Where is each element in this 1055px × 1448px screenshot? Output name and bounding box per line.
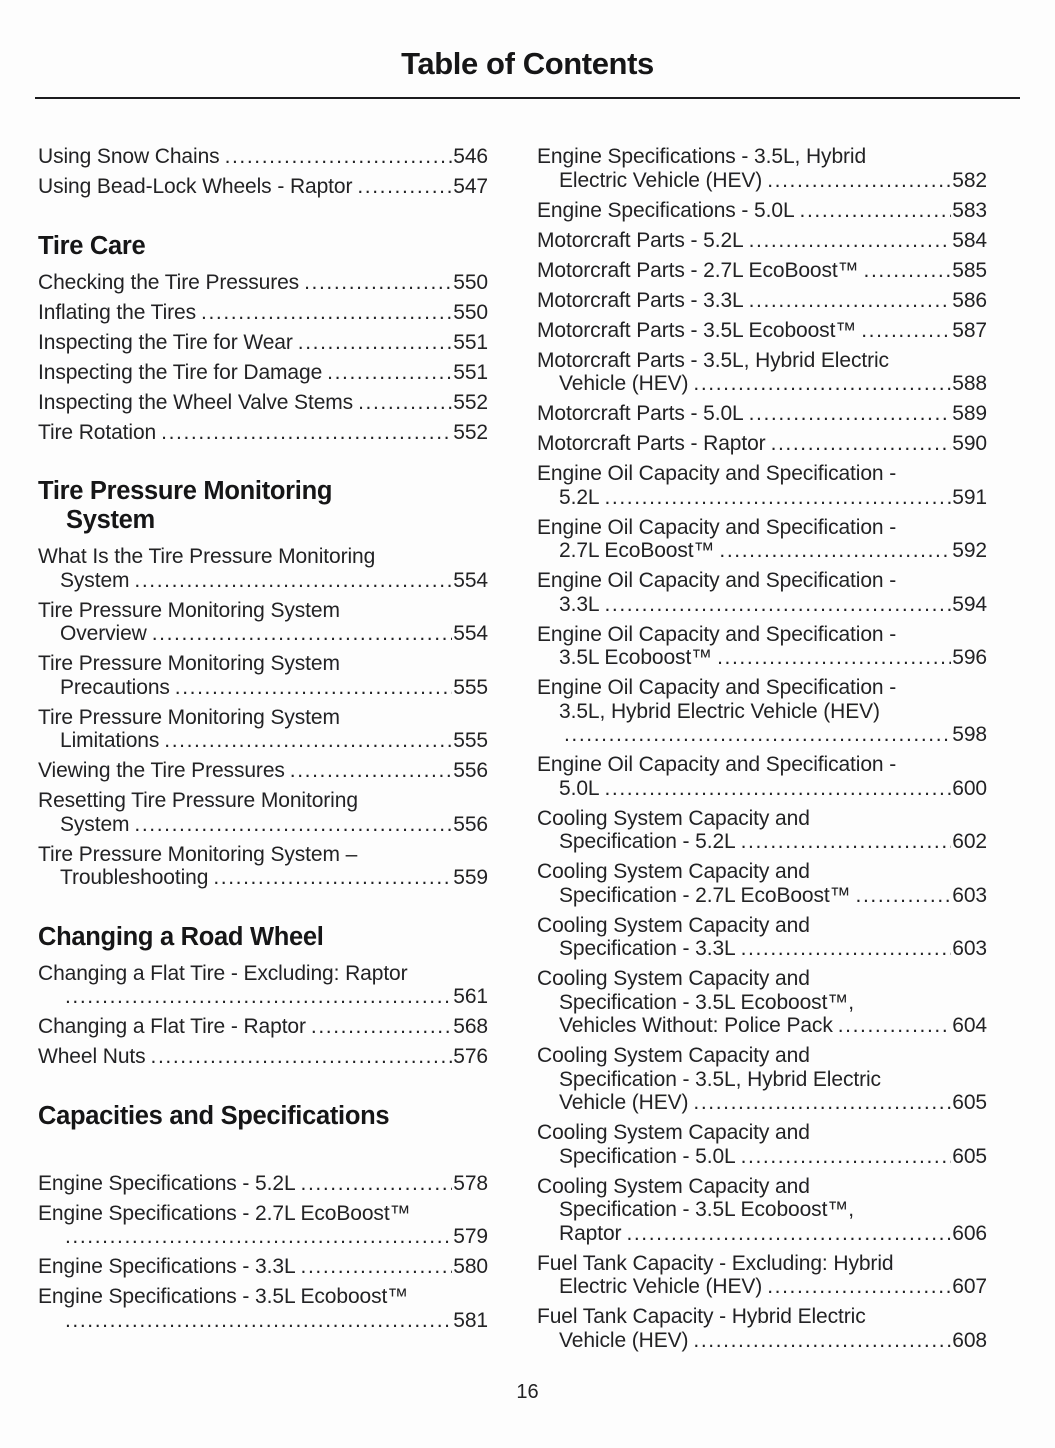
entry-last-line xyxy=(537,259,987,283)
dot-leader xyxy=(767,1275,951,1299)
toc-entry xyxy=(537,1252,987,1299)
toc-entry xyxy=(38,599,488,646)
entry-last-line xyxy=(38,421,488,445)
toc-entry xyxy=(38,331,488,355)
dot-leader xyxy=(838,1014,952,1038)
entry-page-number: 594 xyxy=(952,592,987,616)
entry-page-number: 581 xyxy=(453,1308,488,1332)
entry-text: Vehicle (HEV) xyxy=(559,1328,689,1352)
entry-text: System xyxy=(60,812,130,836)
entry-last-line xyxy=(38,622,488,646)
dot-leader xyxy=(717,646,951,670)
entry-last-line xyxy=(38,175,488,199)
toc-entry xyxy=(38,1045,488,1069)
entry-text: Vehicles Without: Police Pack xyxy=(559,1014,833,1037)
entry-last-line xyxy=(537,1014,987,1038)
toc-entry xyxy=(38,421,488,445)
entry-page-number: 578 xyxy=(453,1171,488,1195)
entry-text-line: Resetting Tire Pressure Monitoring xyxy=(38,789,358,812)
entry-text: Inspecting the Tire for Wear xyxy=(38,330,293,354)
toc-entry xyxy=(537,349,987,396)
dot-leader xyxy=(301,1255,453,1279)
section-heading-line: Tire Care xyxy=(38,231,146,260)
toc-entry xyxy=(38,175,488,199)
toc-section xyxy=(38,232,488,445)
entry-page-number: 607 xyxy=(952,1275,987,1298)
entry-text: Overview xyxy=(60,622,147,645)
dot-leader xyxy=(304,271,452,295)
toc-entry xyxy=(537,432,987,456)
entry-page-number: 550 xyxy=(453,300,488,324)
section-heading-line: Changing a Road Wheel xyxy=(38,922,324,951)
entry-last-line xyxy=(38,271,488,295)
entry-text-line: Tire Pressure Monitoring System xyxy=(38,598,340,622)
entry-text: 3.5L Ecoboost™ xyxy=(559,646,713,669)
entry-text-line: Engine Oil Capacity and Specification - xyxy=(537,753,897,776)
dot-leader xyxy=(800,199,952,223)
entry-text: Inflating the Tires xyxy=(38,300,197,324)
entry-text: Changing a Flat Tire - Raptor xyxy=(38,1015,306,1038)
toc-entry xyxy=(537,860,987,907)
entry-page-number: 590 xyxy=(952,432,987,455)
entry-text: Motorcraft Parts - 3.3L xyxy=(537,288,744,312)
toc-entry xyxy=(537,145,987,192)
entry-text: Using Bead-Lock Wheels - Raptor xyxy=(38,175,353,198)
entry-last-line xyxy=(38,729,488,753)
toc-entry xyxy=(537,462,987,509)
entry-page-number: 582 xyxy=(952,168,987,192)
entry-text: 5.0L xyxy=(559,776,600,800)
entry-page-number: 591 xyxy=(952,485,987,509)
entry-last-line xyxy=(537,432,987,456)
entry-page-number: 596 xyxy=(952,646,987,669)
dot-leader xyxy=(152,622,453,646)
entry-page-number: 552 xyxy=(453,420,488,444)
entry-page-number: 605 xyxy=(952,1144,987,1168)
entry-page-number: 603 xyxy=(952,883,987,907)
dot-leader xyxy=(225,145,453,169)
entry-last-line xyxy=(38,1309,488,1333)
entry-last-line xyxy=(537,884,987,908)
entry-text: Specification - 2.7L EcoBoost™ xyxy=(559,883,851,907)
entry-text: 3.3L xyxy=(559,592,600,616)
entry-text: Using Snow Chains xyxy=(38,145,220,168)
dot-leader xyxy=(856,884,952,908)
entry-last-line xyxy=(537,1091,987,1115)
dot-leader xyxy=(175,676,452,700)
toc-entry xyxy=(38,1285,488,1332)
toc-entry xyxy=(537,967,987,1038)
entry-text: Motorcraft Parts - Raptor xyxy=(537,432,766,455)
toc-columns xyxy=(0,99,1055,1359)
entry-text-line: Changing a Flat Tire - Excluding: Raptor xyxy=(38,961,408,985)
section-heading xyxy=(38,1102,488,1131)
entry-text-line: Specification - 3.5L Ecoboost™, xyxy=(559,990,854,1014)
page-title: Table of Contents xyxy=(401,46,654,81)
toc-entry xyxy=(38,962,488,1009)
dot-leader xyxy=(719,539,951,563)
entry-last-line xyxy=(537,830,987,854)
entry-text: Motorcraft Parts - 2.7L EcoBoost™ xyxy=(537,258,859,282)
entry-last-line xyxy=(38,569,488,593)
entry-page-number: 555 xyxy=(453,729,488,752)
toc-entry xyxy=(537,199,987,223)
entry-text: Vehicle (HEV) xyxy=(559,1091,689,1114)
dot-leader xyxy=(749,289,952,313)
entry-page-number: 608 xyxy=(952,1328,987,1352)
dot-leader xyxy=(65,985,452,1009)
entry-last-line xyxy=(537,319,987,343)
entry-last-line xyxy=(537,937,987,961)
entry-page-number: 579 xyxy=(453,1225,488,1248)
entry-page-number: 551 xyxy=(453,330,488,354)
dot-leader xyxy=(693,1091,951,1115)
entry-page-number: 576 xyxy=(453,1045,488,1068)
entry-text: Inspecting the Tire for Damage xyxy=(38,360,323,384)
entry-text-line: Fuel Tank Capacity - Excluding: Hybrid xyxy=(537,1251,894,1275)
toc-entry xyxy=(537,1044,987,1115)
entry-page-number: 580 xyxy=(453,1255,488,1278)
toc-entry xyxy=(38,1172,488,1196)
entry-last-line xyxy=(38,1015,488,1039)
toc-entry xyxy=(38,391,488,415)
entry-text-line: What Is the Tire Pressure Monitoring xyxy=(38,545,376,568)
entry-text: Viewing the Tire Pressures xyxy=(38,759,285,782)
entry-page-number: 555 xyxy=(453,675,488,699)
toc-entry xyxy=(537,676,987,747)
entry-last-line xyxy=(537,199,987,223)
dot-leader xyxy=(861,319,951,343)
toc-entry xyxy=(537,1121,987,1168)
entry-last-line xyxy=(537,229,987,253)
entry-text-line: Fuel Tank Capacity - Hybrid Electric xyxy=(537,1305,866,1328)
entry-last-line xyxy=(38,391,488,415)
entry-text: Precautions xyxy=(60,675,170,699)
dot-leader xyxy=(693,1329,951,1353)
entry-page-number: 603 xyxy=(952,937,987,960)
entry-page-number: 556 xyxy=(453,812,488,836)
entry-last-line xyxy=(537,289,987,313)
entry-page-number: 550 xyxy=(453,270,488,294)
entry-last-line xyxy=(38,866,488,890)
entry-text: Specification - 5.0L xyxy=(559,1144,736,1168)
entry-page-number: 568 xyxy=(453,1015,488,1038)
toc-entry xyxy=(537,319,987,343)
entry-page-number: 584 xyxy=(952,228,987,252)
entry-page-number: 587 xyxy=(952,318,987,342)
entry-text-line: Cooling System Capacity and xyxy=(537,1174,810,1198)
dot-leader xyxy=(201,301,452,325)
toc-section xyxy=(38,1102,488,1333)
toc-entry xyxy=(537,1175,987,1246)
toc-entry xyxy=(38,759,488,783)
entry-text: Engine Specifications - 3.3L xyxy=(38,1255,296,1278)
toc-entry xyxy=(38,545,488,592)
entry-page-number: 602 xyxy=(952,830,987,853)
entry-text-line: Engine Specifications - 3.5L Ecoboost™ xyxy=(38,1285,409,1308)
entry-last-line xyxy=(38,1255,488,1279)
dot-leader xyxy=(298,331,452,355)
entry-last-line xyxy=(38,985,488,1009)
dot-leader xyxy=(301,1172,453,1196)
dot-leader xyxy=(161,421,452,445)
dot-leader xyxy=(771,432,952,456)
toc-entry xyxy=(38,789,488,836)
dot-leader xyxy=(741,1145,952,1169)
entry-last-line xyxy=(537,402,987,426)
dot-leader xyxy=(213,866,452,890)
entry-text-line: Engine Oil Capacity and Specification - xyxy=(537,622,897,646)
entry-text: Wheel Nuts xyxy=(38,1045,146,1068)
entry-text: Motorcraft Parts - 3.5L Ecoboost™ xyxy=(537,318,857,342)
entry-last-line xyxy=(38,301,488,325)
entry-last-line xyxy=(537,646,987,670)
entry-page-number: 559 xyxy=(453,866,488,889)
toc-entry xyxy=(537,289,987,313)
entry-last-line xyxy=(537,486,987,510)
dot-leader xyxy=(65,1309,452,1333)
dot-leader xyxy=(134,813,452,837)
entry-page-number: 605 xyxy=(952,1091,987,1114)
entry-last-line xyxy=(537,1145,987,1169)
dot-leader xyxy=(864,259,952,283)
entry-last-line xyxy=(537,723,987,747)
entry-page-number: 589 xyxy=(952,402,987,425)
toc-section xyxy=(537,145,987,1352)
entry-text-line: Tire Pressure Monitoring System xyxy=(38,652,340,675)
entry-text-line: Motorcraft Parts - 3.5L, Hybrid Electric xyxy=(537,348,889,372)
dot-leader xyxy=(290,759,452,783)
entry-text: Electric Vehicle (HEV) xyxy=(559,168,763,192)
toc-entry xyxy=(537,516,987,563)
entry-text-line: Engine Oil Capacity and Specification - xyxy=(537,462,897,485)
entry-text-line: Specification - 3.5L Ecoboost™, xyxy=(559,1198,854,1221)
toc-entry xyxy=(38,652,488,699)
entry-text-line: Specification - 3.5L, Hybrid Electric xyxy=(559,1067,881,1091)
dot-leader xyxy=(134,569,452,593)
dot-leader xyxy=(749,402,952,426)
toc-entry xyxy=(38,1015,488,1039)
entry-page-number: 561 xyxy=(453,985,488,1008)
entry-text-line: Cooling System Capacity and xyxy=(537,860,810,883)
section-heading xyxy=(38,477,488,535)
entry-last-line xyxy=(38,1172,488,1196)
toc-entry xyxy=(537,914,987,961)
entry-page-number: 554 xyxy=(453,568,488,592)
toc-entry xyxy=(38,843,488,890)
toc-entry xyxy=(537,402,987,426)
entry-last-line xyxy=(38,331,488,355)
entry-last-line xyxy=(38,813,488,837)
dot-leader xyxy=(604,486,951,510)
entry-page-number: 598 xyxy=(952,723,987,746)
dot-leader xyxy=(65,1225,452,1249)
entry-last-line xyxy=(537,1329,987,1353)
entry-page-number: 604 xyxy=(952,1014,987,1037)
entry-last-line xyxy=(38,759,488,783)
dot-leader xyxy=(327,361,452,385)
entry-text: Engine Specifications - 5.2L xyxy=(38,1171,296,1195)
entry-text: Troubleshooting xyxy=(60,866,209,889)
entry-text-line: Engine Oil Capacity and Specification - xyxy=(537,515,897,539)
dot-leader xyxy=(741,937,952,961)
entry-last-line xyxy=(537,1222,987,1246)
toc-section xyxy=(38,477,488,890)
entry-text-line: Engine Oil Capacity and Specification - xyxy=(537,676,897,699)
entry-text: Specification - 3.3L xyxy=(559,937,736,960)
entry-text: Electric Vehicle (HEV) xyxy=(559,1275,763,1298)
entry-last-line xyxy=(38,361,488,385)
entry-text: System xyxy=(60,568,130,592)
dot-leader xyxy=(357,175,452,199)
toc-entry xyxy=(38,361,488,385)
entry-page-number: 546 xyxy=(453,145,488,168)
entry-last-line xyxy=(537,777,987,801)
entry-text: Vehicle (HEV) xyxy=(559,372,689,395)
entry-page-number: 551 xyxy=(453,360,488,384)
entry-last-line xyxy=(38,1045,488,1069)
toc-entry xyxy=(537,229,987,253)
entry-page-number: 586 xyxy=(952,288,987,312)
entry-text-line: Engine Specifications - 3.5L, Hybrid xyxy=(537,145,867,168)
entry-text: Engine Specifications - 5.0L xyxy=(537,198,795,222)
section-heading xyxy=(38,232,488,261)
entry-page-number: 556 xyxy=(453,759,488,782)
entry-text-line: Engine Specifications - 2.7L EcoBoost™ xyxy=(38,1201,411,1225)
toc-column-right xyxy=(537,145,987,1359)
entry-last-line xyxy=(537,593,987,617)
toc-section xyxy=(38,923,488,1069)
entry-page-number: 552 xyxy=(453,390,488,414)
entry-last-line xyxy=(537,539,987,563)
entry-page-number: 585 xyxy=(952,258,987,282)
toc-entry xyxy=(38,706,488,753)
entry-text-line: Engine Oil Capacity and Specification - xyxy=(537,569,897,592)
dot-leader xyxy=(151,1045,453,1069)
dot-leader xyxy=(604,777,951,801)
entry-last-line xyxy=(537,1275,987,1299)
entry-text-line: Tire Pressure Monitoring System xyxy=(38,705,340,729)
entry-page-number: 547 xyxy=(453,175,488,198)
toc-entry xyxy=(38,301,488,325)
dot-leader xyxy=(564,723,951,747)
entry-page-number: 583 xyxy=(952,198,987,222)
entry-page-number: 606 xyxy=(952,1221,987,1245)
toc-entry xyxy=(537,807,987,854)
dot-leader xyxy=(604,593,951,617)
entry-text-line: 3.5L, Hybrid Electric Vehicle (HEV) xyxy=(559,699,880,723)
entry-text: Tire Rotation xyxy=(38,420,157,444)
entry-last-line xyxy=(537,372,987,396)
entry-last-line xyxy=(38,1225,488,1249)
entry-text: Inspecting the Wheel Valve Stems xyxy=(38,390,354,414)
toc-entry xyxy=(537,623,987,670)
entry-page-number: 588 xyxy=(952,372,987,395)
toc-entry xyxy=(38,145,488,169)
entry-text: 5.2L xyxy=(559,485,600,509)
entry-text-line: Cooling System Capacity and xyxy=(537,967,810,990)
dot-leader xyxy=(741,830,952,854)
toc-column-left xyxy=(38,145,488,1359)
dot-leader xyxy=(311,1015,452,1039)
entry-text-line: Cooling System Capacity and xyxy=(537,806,810,830)
dot-leader xyxy=(749,229,952,253)
entry-page-number: 600 xyxy=(952,776,987,800)
entry-text-line: Cooling System Capacity and xyxy=(537,1121,810,1144)
toc-entry xyxy=(38,1255,488,1279)
entry-text: 2.7L EcoBoost™ xyxy=(559,539,715,562)
section-heading xyxy=(38,923,488,952)
page-number: 16 xyxy=(516,1381,539,1403)
entry-text: Limitations xyxy=(60,729,160,752)
dot-leader xyxy=(693,372,951,396)
entry-text-line: Tire Pressure Monitoring System – xyxy=(38,842,358,866)
entry-last-line xyxy=(537,169,987,193)
toc-section xyxy=(38,145,488,199)
entry-text: Checking the Tire Pressures xyxy=(38,270,300,294)
dot-leader xyxy=(767,169,951,193)
entry-text-line: Cooling System Capacity and xyxy=(537,1044,810,1067)
entry-page-number: 554 xyxy=(453,622,488,645)
entry-last-line xyxy=(38,676,488,700)
toc-entry xyxy=(38,271,488,295)
entry-text: Specification - 5.2L xyxy=(559,830,736,853)
section-heading-line: Capacities and Specifications xyxy=(38,1101,390,1130)
toc-entry xyxy=(537,1305,987,1352)
toc-entry xyxy=(537,569,987,616)
dot-leader xyxy=(358,391,452,415)
section-heading-line: Tire Pressure Monitoring xyxy=(38,477,333,505)
toc-entry xyxy=(537,259,987,283)
entry-last-line xyxy=(38,145,488,169)
toc-entry xyxy=(537,753,987,800)
section-heading-line: System xyxy=(66,506,155,534)
entry-text: Raptor xyxy=(559,1221,622,1245)
dot-leader xyxy=(164,729,452,753)
toc-entry xyxy=(38,1202,488,1249)
entry-page-number: 592 xyxy=(952,539,987,562)
entry-text-line: Cooling System Capacity and xyxy=(537,913,810,937)
dot-leader xyxy=(626,1222,951,1246)
entry-text: Motorcraft Parts - 5.2L xyxy=(537,228,744,252)
entry-text: Motorcraft Parts - 5.0L xyxy=(537,402,744,425)
